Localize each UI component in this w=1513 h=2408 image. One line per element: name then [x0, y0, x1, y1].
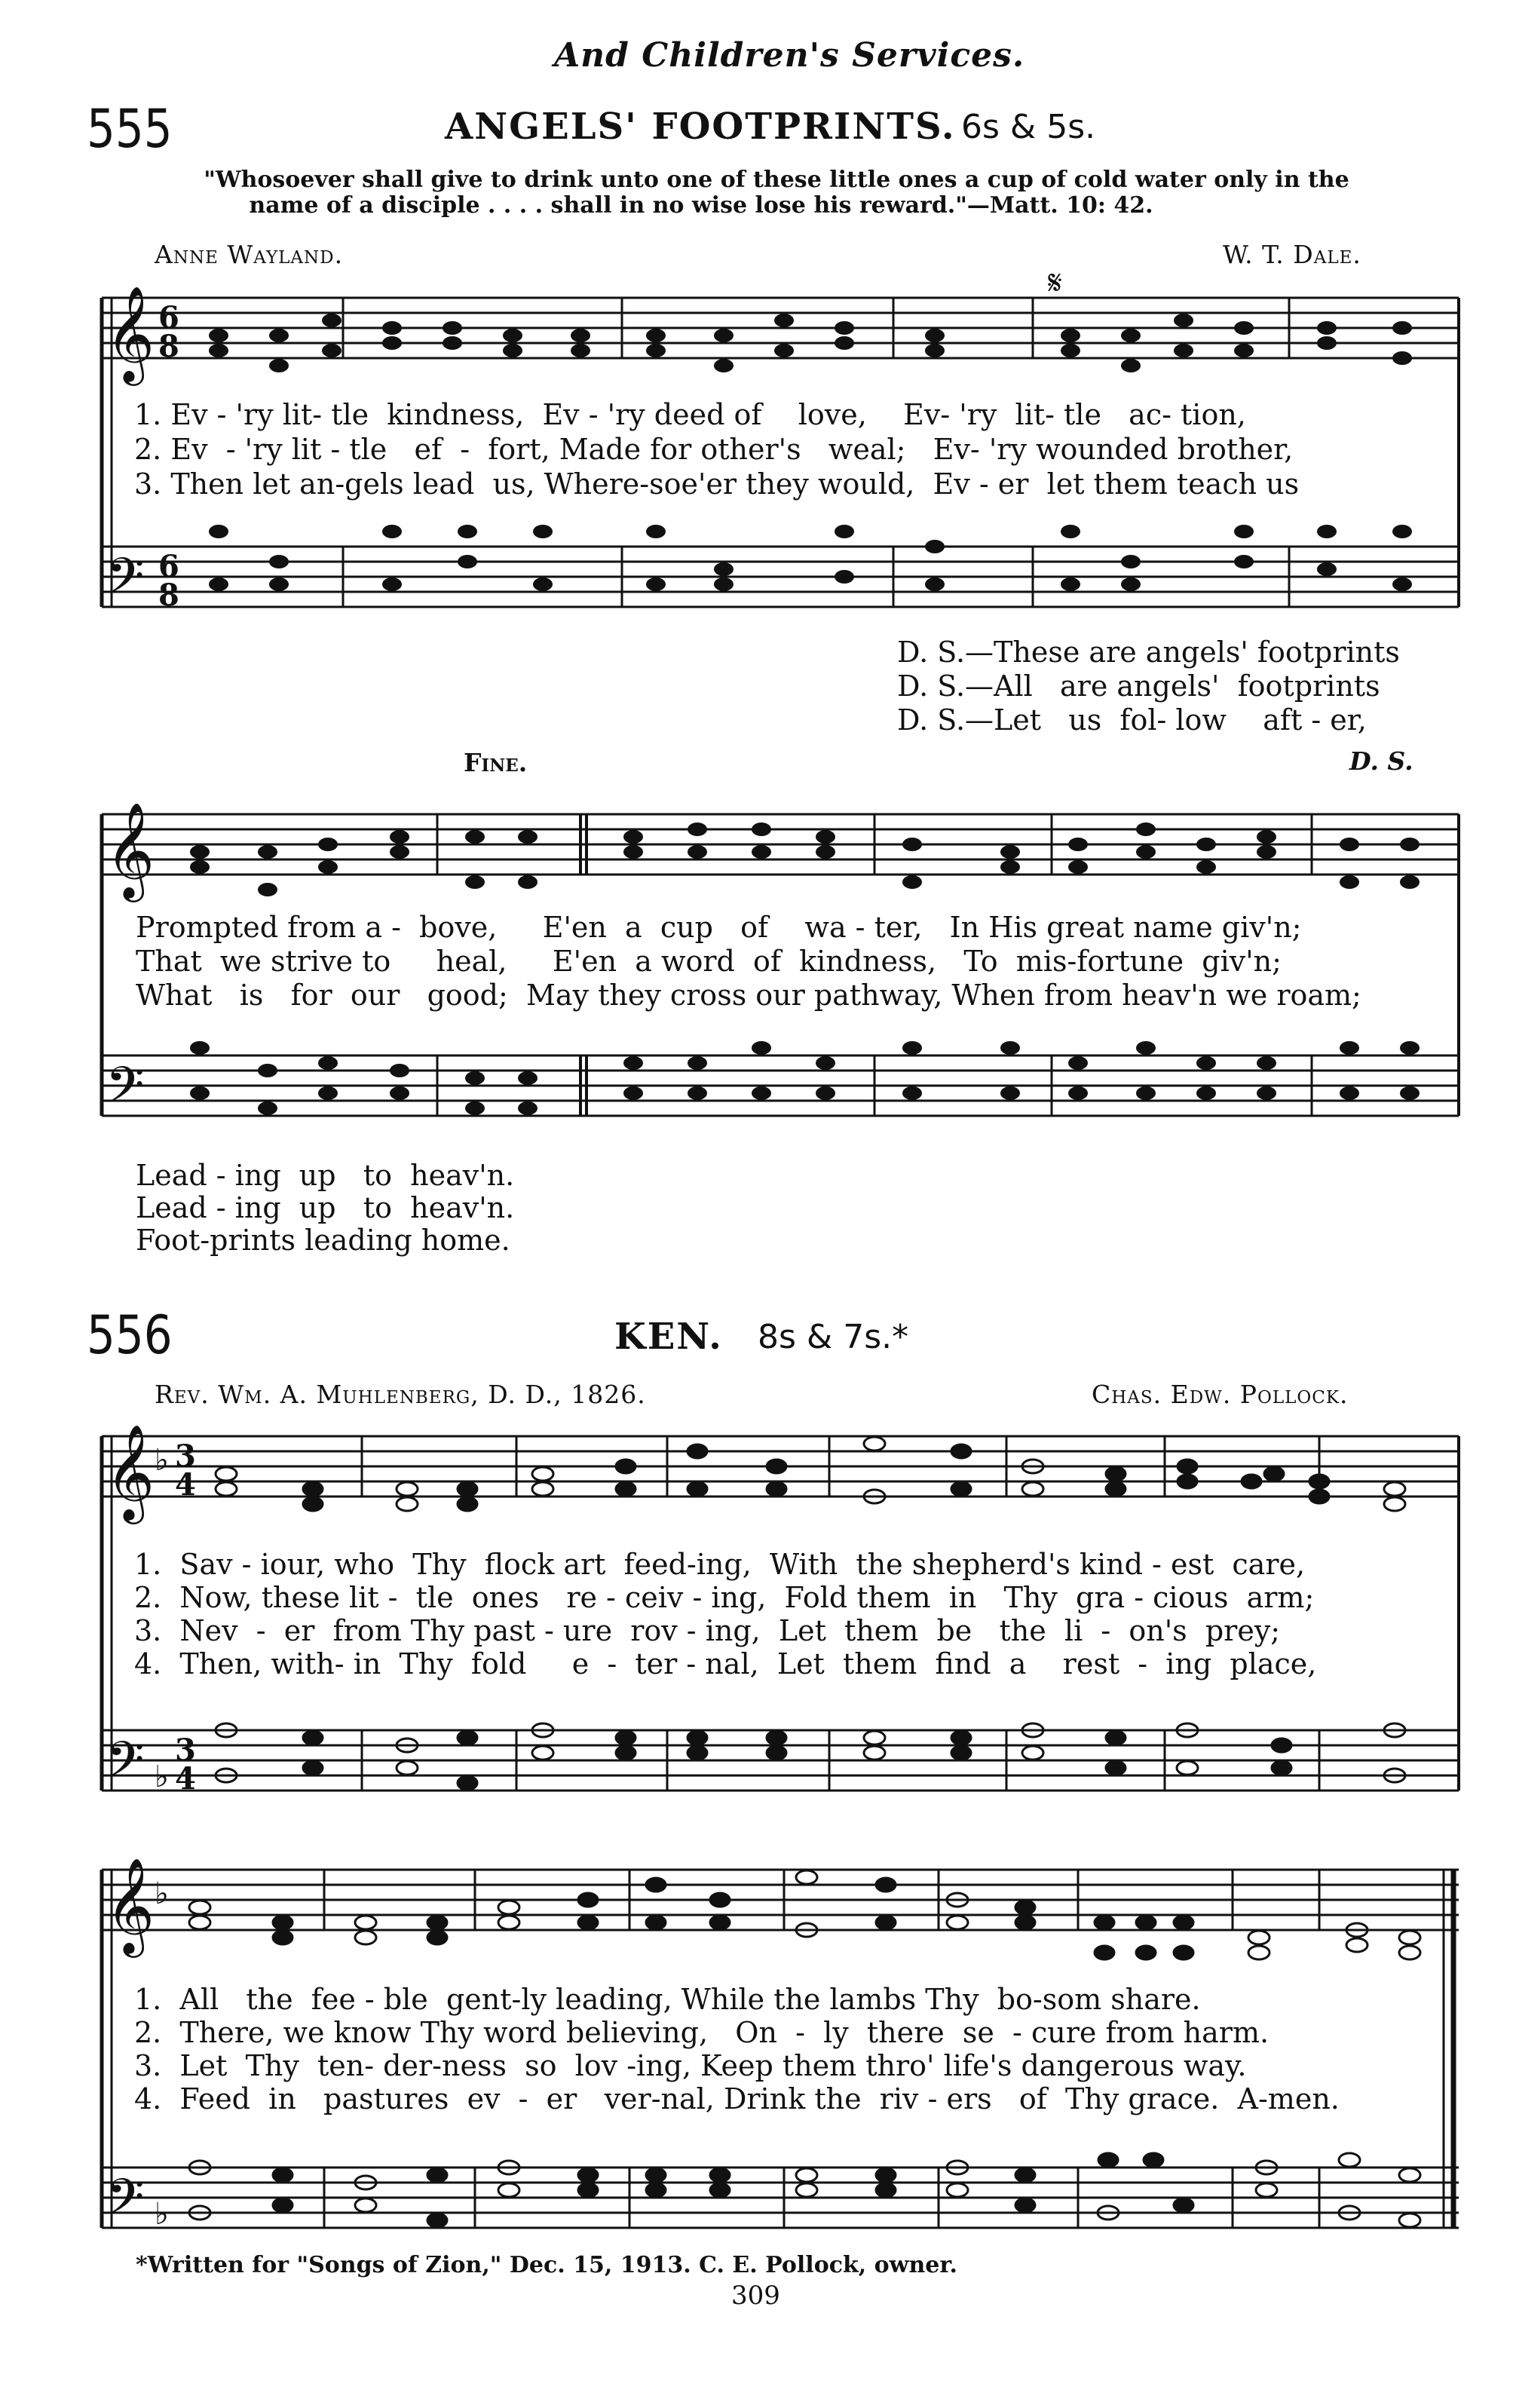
- svg-text:𝄢: 𝄢: [106, 1056, 145, 1126]
- svg-text:8: 8: [158, 577, 179, 613]
- hymn-555-ds-marker: D. S.: [1349, 746, 1413, 776]
- hymn-556-s1-verse-2: 2. Now, these lit - tle ones re - ceiv - ing, Fold them in Thy gra - cious arm;: [134, 1581, 1315, 1614]
- page-number: 309: [731, 2281, 780, 2311]
- svg-text:♭: ♭: [155, 1876, 169, 1911]
- hymn-555-meter: 6s & 5s.: [961, 108, 1096, 146]
- svg-text:4: 4: [175, 1467, 196, 1503]
- svg-text:6: 6: [158, 549, 179, 584]
- hymn-555-composer: W. T. Dale.: [1223, 240, 1361, 269]
- footnote: *Written for "Songs of Zion," Dec. 15, 1913. C. E. Pollock, owner.: [136, 2252, 957, 2278]
- hymn-555-epigraph-line1: "Whosoever shall give to drink unto one of these little ones a cup of cold water only in the: [204, 167, 1349, 193]
- hymn-556-composer: Chas. Edw. Pollock.: [1092, 1380, 1349, 1409]
- hymn-556-s1-verse-3: 3. Nev - er from Thy past - ure rov - ing, Let them be the li - on's prey;: [134, 1614, 1281, 1647]
- hymn-556-s2-verse-1: 1. All the fee - ble gent-ly leading, While the lambs Thy bo-som share.: [134, 1983, 1201, 2016]
- hymn-555-epigraph-line2: name of a disciple . . . . shall in no wise lose his reward."—Matt. 10: 42.: [249, 192, 1153, 219]
- hymn-555-fine-marker: Fine.: [464, 748, 528, 777]
- hymn-555-s2-verse-1: Prompted from a - bove, E'en a cup of wa - ter, In His great name giv'n;: [136, 911, 1302, 944]
- running-title: And Children's Services.: [554, 36, 1025, 75]
- svg-text:𝄢: 𝄢: [106, 2168, 145, 2238]
- svg-text:𝄞: 𝄞: [106, 285, 155, 381]
- svg-text:♭: ♭: [155, 1760, 169, 1794]
- hymn-555-ds-line-2: D. S.—All are angels' footprints: [897, 669, 1380, 703]
- svg-text:8: 8: [158, 329, 179, 364]
- svg-text:𝄞: 𝄞: [106, 1423, 155, 1520]
- svg-text:3: 3: [175, 1438, 196, 1474]
- svg-text:4: 4: [175, 1761, 196, 1797]
- hymn-555-ds-continuation-1: Lead - ing up to heav'n.: [136, 1159, 515, 1192]
- svg-text:♭: ♭: [155, 2197, 169, 2232]
- hymn-555-ds-line-1: D. S.—These are angels' footprints: [897, 636, 1400, 669]
- svg-text:6: 6: [158, 300, 179, 335]
- hymn-555-ds-continuation-3: Foot-prints leading home.: [136, 1224, 510, 1257]
- hymn-556-s1-verse-4: 4. Then, with- in Thy fold e - ter - nal, Let them find a rest - ing place,: [134, 1647, 1317, 1680]
- svg-text:3: 3: [175, 1732, 196, 1768]
- svg-text:𝄋: 𝄋: [1048, 264, 1062, 302]
- hymn-555-s1-verse-3: 3. Then let an-gels lead us, Where-soe'er they would, Ev - er let them teach us: [134, 467, 1300, 501]
- svg-text:𝄢: 𝄢: [106, 547, 145, 617]
- hymn-555-title: ANGELS' FOOTPRINTS.: [445, 106, 956, 148]
- svg-text:♭: ♭: [155, 1443, 169, 1478]
- hymn-555-ds-line-3: D. S.—Let us fol- low aft - er,: [897, 703, 1367, 737]
- hymn-555-s1-verse-1: 1. Ev - 'ry lit- tle kindness, Ev - 'ry deed of love, Ev- 'ry lit- tle ac- tion,: [134, 398, 1246, 431]
- hymn-556-title: KEN.: [614, 1316, 723, 1358]
- svg-text:𝄢: 𝄢: [106, 1731, 145, 1801]
- hymn-555-s2-verse-2: That we strive to heal, E'en a word of kindness, To mis-fortune giv'n;: [136, 945, 1282, 978]
- hymn-555-s2-verse-3: What is for our good; May they cross our pathway, When from heav'n we roam;: [136, 979, 1361, 1012]
- hymn-555-number: 555: [87, 98, 173, 160]
- hymn-555-ds-continuation-2: Lead - ing up to heav'n.: [136, 1191, 515, 1224]
- hymn-556-s1-verse-1: 1. Sav - iour, who Thy flock art feed-ing, With the shepherd's kind - est care,: [134, 1548, 1306, 1581]
- hymn-555-author: Anne Wayland.: [155, 240, 344, 269]
- hymn-556-meter: 8s & 7s.*: [758, 1318, 909, 1356]
- svg-text:𝄞: 𝄞: [106, 1857, 155, 1953]
- hymn-556-s2-verse-3: 3. Let Thy ten- der-ness so lov -ing, Keep them thro' life's dangerous way.: [134, 2049, 1247, 2082]
- hymn-555-s1-verse-2: 2. Ev - 'ry lit - tle ef - fort, Made for other's weal; Ev- 'ry wounded brother,: [134, 433, 1294, 466]
- hymn-556-s2-verse-2: 2. There, we know Thy word believing, On - ly there se - cure from harm.: [134, 2016, 1270, 2049]
- hymn-556-author: Rev. Wm. A. Muhlenberg, D. D., 1826.: [155, 1380, 646, 1409]
- hymn-556-number: 556: [87, 1304, 173, 1366]
- svg-text:𝄞: 𝄞: [106, 801, 155, 898]
- hymn-556-s2-verse-4: 4. Feed in pastures ev - er ver-nal, Drink the riv - ers of Thy grace. A-men.: [134, 2082, 1340, 2115]
